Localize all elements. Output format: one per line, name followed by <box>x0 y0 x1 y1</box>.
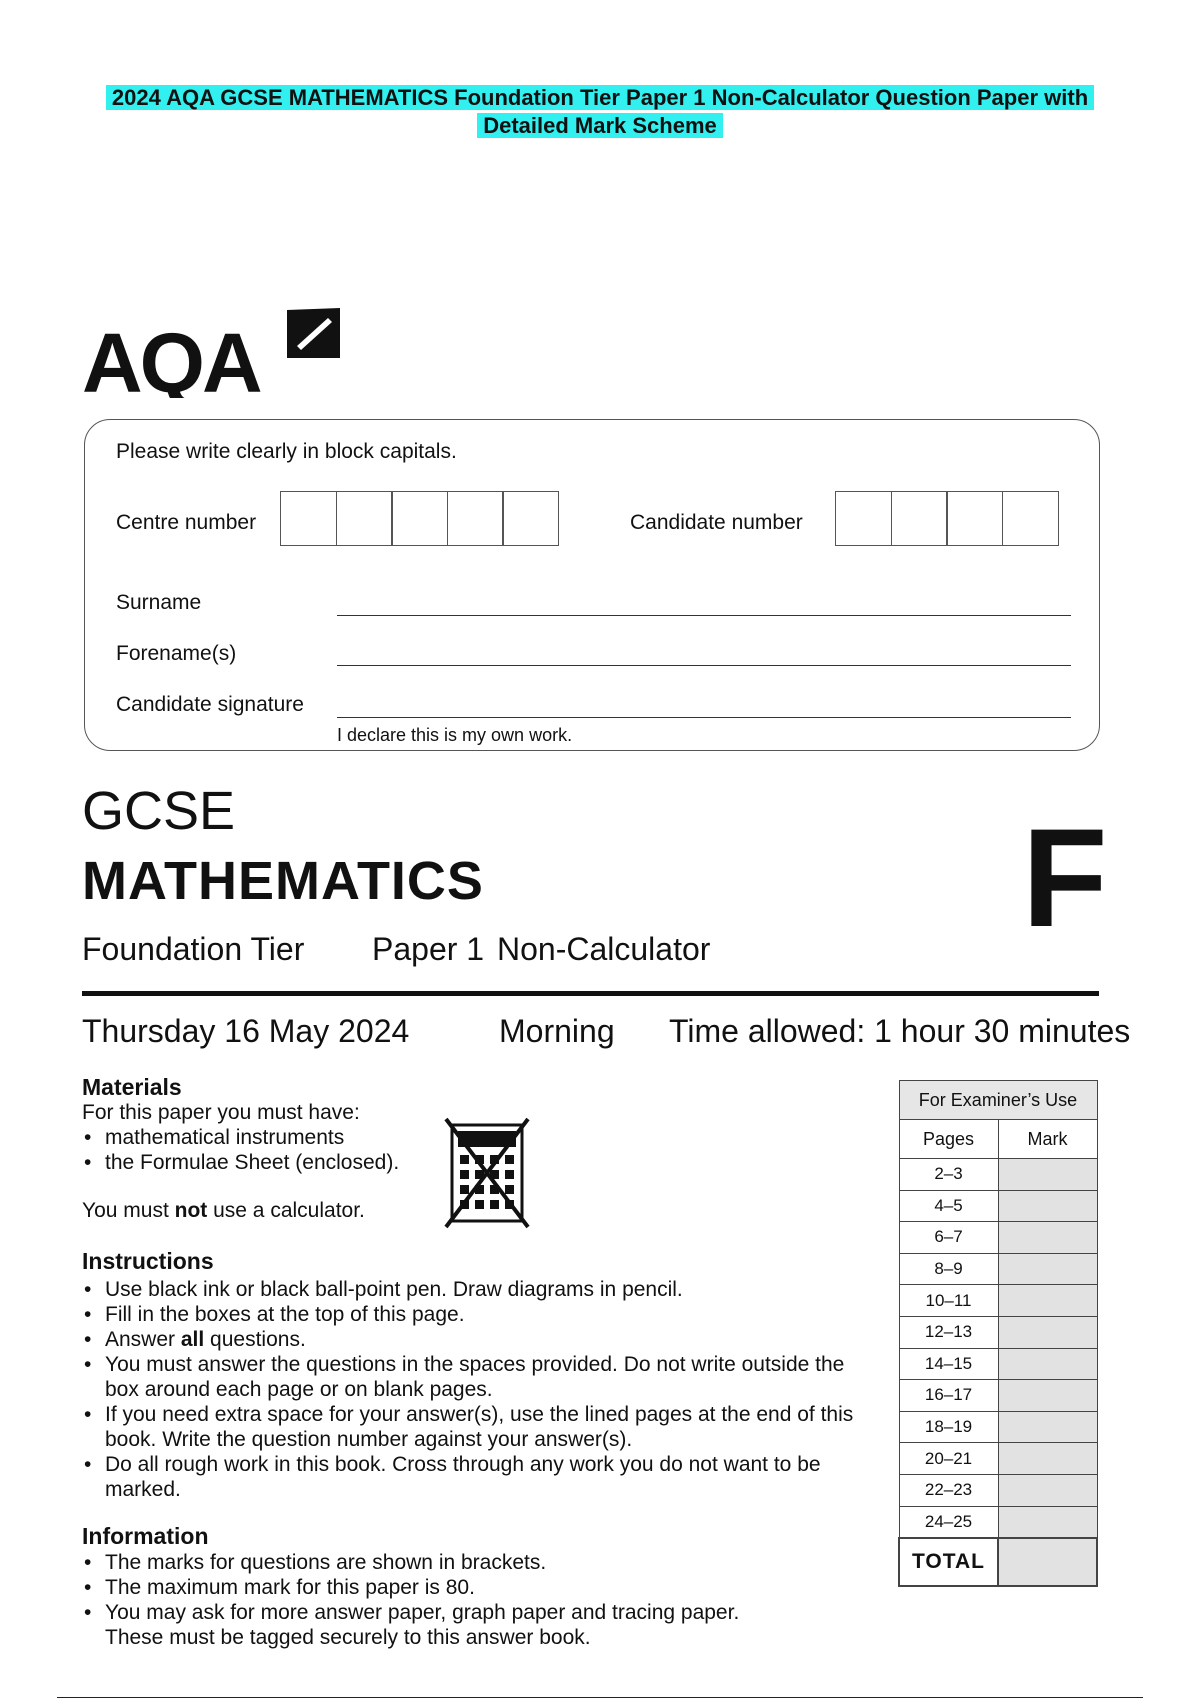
table-row: 6–7 <box>899 1222 1097 1254</box>
examiners-use-table <box>898 1080 1098 1587</box>
centre-number-box[interactable] <box>502 491 559 546</box>
list-item: • You must answer the questions in the spaces provided. Do not write outside the box around each page or on blank pages. <box>82 1352 862 1402</box>
list-item: • Use black ink or black ball-point pen. Draw diagrams in pencil. <box>82 1277 862 1302</box>
pages-column-header: Pages <box>899 1120 998 1159</box>
materials-list <box>82 1125 442 1175</box>
aqa-logo <box>82 302 352 403</box>
surname-label: Surname <box>116 591 202 614</box>
centre-number-box[interactable] <box>391 491 448 546</box>
list-item: • the Formulae Sheet (enclosed). <box>82 1150 442 1175</box>
table-row: 14–15 <box>899 1348 1097 1380</box>
table-row: 4–5 <box>899 1190 1097 1222</box>
tier-label: Foundation Tier <box>82 931 305 967</box>
materials-heading: Materials <box>82 1074 182 1100</box>
mark-cell <box>998 1316 1097 1348</box>
mark-cell <box>998 1474 1097 1506</box>
declaration-text: I declare this is my own work. <box>337 725 573 745</box>
tier-letter: F <box>1022 799 1108 956</box>
candidate-number-boxes[interactable] <box>835 491 1057 546</box>
signature-field[interactable] <box>337 717 1071 718</box>
title-divider <box>82 991 1099 996</box>
subject-title: MATHEMATICS <box>82 851 484 911</box>
candidate-number-box[interactable] <box>946 491 1003 546</box>
examiners-use-heading: For Examiner’s Use <box>899 1081 1097 1120</box>
forename-field[interactable] <box>337 665 1071 666</box>
aqa-logo-graphic <box>82 302 352 398</box>
mark-cell <box>998 1506 1097 1538</box>
total-mark-cell <box>998 1538 1097 1586</box>
list-item: • The marks for questions are shown in brackets. <box>82 1550 802 1575</box>
table-row: 16–17 <box>899 1380 1097 1412</box>
list-item: • mathematical instruments <box>82 1125 442 1150</box>
forename-label: Forename(s) <box>116 642 237 665</box>
list-item: • The maximum mark for this paper is 80. <box>82 1575 802 1600</box>
mark-cell <box>998 1222 1097 1254</box>
mark-cell <box>998 1253 1097 1285</box>
table-row: 2–3 <box>899 1159 1097 1191</box>
information-list <box>82 1550 802 1650</box>
candidate-number-box[interactable] <box>1002 491 1059 546</box>
instructions-list <box>82 1277 862 1502</box>
centre-number-box[interactable] <box>280 491 337 546</box>
mark-cell <box>998 1348 1097 1380</box>
centre-number-label: Centre number <box>116 511 257 534</box>
mark-column-header: Mark <box>998 1120 1097 1159</box>
signature-label: Candidate signature <box>116 693 304 716</box>
block-capitals-instruction: Please write clearly in block capitals. <box>116 440 457 463</box>
total-label: TOTAL <box>899 1538 998 1586</box>
mark-cell <box>998 1411 1097 1443</box>
table-row: 12–13 <box>899 1316 1097 1348</box>
table-row: 22–23 <box>899 1474 1097 1506</box>
list-item: • Answer all questions. <box>82 1327 862 1352</box>
table-row: 24–25 <box>899 1506 1097 1538</box>
document-banner-line-1: 2024 AQA GCSE MATHEMATICS Foundation Tier Paper 1 Non-Calculator Question Paper with <box>0 84 1200 112</box>
table-row: 18–19 <box>899 1411 1097 1443</box>
information-heading: Information <box>82 1523 209 1549</box>
list-item: • Do all rough work in this book. Cross through any work you do not want to be marked. <box>82 1452 862 1502</box>
total-row <box>899 1538 1097 1586</box>
surname-field[interactable] <box>337 615 1071 616</box>
aqa-logo-text: AQA <box>82 316 260 398</box>
mark-cell <box>998 1380 1097 1412</box>
candidate-number-box[interactable] <box>835 491 892 546</box>
list-item: • You may ask for more answer paper, graph paper and tracing paper. These must be tagged securely to this answer book. <box>82 1600 802 1650</box>
exam-date: Thursday 16 May 2024 <box>82 1013 410 1049</box>
paper-label: Paper 1 <box>372 931 485 967</box>
calculator-rule: You must not use a calculator. <box>82 1199 365 1222</box>
table-row: 20–21 <box>899 1443 1097 1475</box>
exam-session: Morning <box>499 1013 615 1049</box>
materials-intro: For this paper you must have: <box>82 1101 360 1124</box>
instructions-heading: Instructions <box>82 1248 214 1274</box>
page-bottom-rule <box>57 1697 1143 1698</box>
candidate-details-box <box>84 419 1100 751</box>
mark-cell <box>998 1443 1097 1475</box>
mark-cell <box>998 1190 1097 1222</box>
mark-cell <box>998 1285 1097 1317</box>
list-item: • If you need extra space for your answer(s), use the lined pages at the end of this book. Write the question number against your answer(s). <box>82 1402 862 1452</box>
qualification-title: GCSE <box>82 781 236 841</box>
document-banner-line-2: Detailed Mark Scheme <box>0 112 1200 140</box>
aqa-flag-icon <box>287 308 340 358</box>
time-allowed: Time allowed: 1 hour 30 minutes <box>669 1013 1131 1049</box>
paper-type-label: Non-Calculator <box>497 931 711 967</box>
candidate-number-label: Candidate number <box>630 511 803 534</box>
table-row: 8–9 <box>899 1253 1097 1285</box>
centre-number-box[interactable] <box>336 491 393 546</box>
no-calculator-icon <box>444 1117 530 1234</box>
centre-number-box[interactable] <box>447 491 504 546</box>
table-row: 10–11 <box>899 1285 1097 1317</box>
mark-cell <box>998 1159 1097 1191</box>
centre-number-boxes[interactable] <box>280 491 558 546</box>
candidate-number-box[interactable] <box>891 491 948 546</box>
list-item: • Fill in the boxes at the top of this page. <box>82 1302 862 1327</box>
